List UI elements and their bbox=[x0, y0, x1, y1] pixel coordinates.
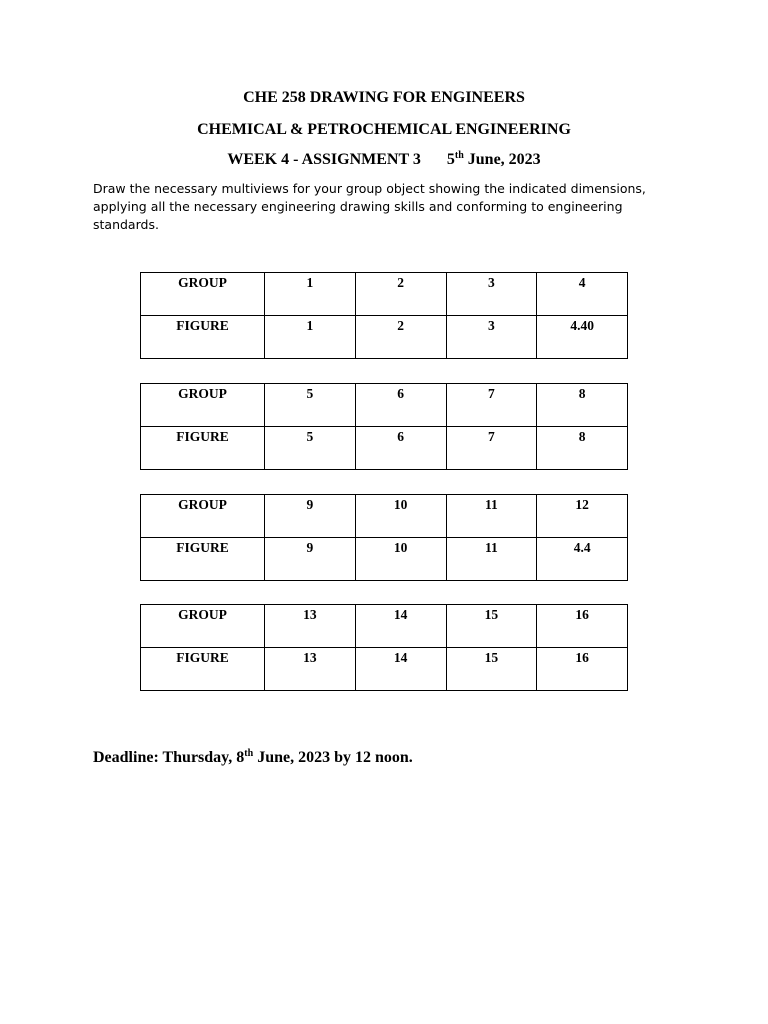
group-number: 1 bbox=[265, 273, 356, 316]
figure-row bbox=[141, 427, 628, 470]
assignment-label: WEEK 4 - ASSIGNMENT 3 bbox=[227, 151, 421, 168]
assignment-heading bbox=[0, 150, 768, 170]
course-title: CHE 258 DRAWING FOR ENGINEERS bbox=[243, 89, 525, 106]
department-title: CHEMICAL & PETROCHEMICAL ENGINEERING bbox=[197, 121, 571, 138]
group-label: GROUP bbox=[141, 273, 265, 316]
figure-row bbox=[141, 316, 628, 359]
group-figure-table bbox=[140, 494, 628, 581]
figure-row bbox=[141, 538, 628, 581]
group-label: GROUP bbox=[141, 605, 265, 648]
group-number: 8 bbox=[537, 384, 628, 427]
group-number: 11 bbox=[446, 495, 537, 538]
group-number: 15 bbox=[446, 605, 537, 648]
deadline-text: Deadline: Thursday, 8th June, 2023 by 12 noon. bbox=[93, 748, 413, 766]
figure-number: 2 bbox=[355, 316, 446, 359]
group-number: 9 bbox=[265, 495, 356, 538]
instructions-paragraph: Draw the necessary multiviews for your group object showing the indicated dimensions, applying all the necessary engineering drawing skills and conforming to engineering standards. bbox=[93, 181, 646, 232]
group-figure-table bbox=[140, 272, 628, 359]
figure-number: 10 bbox=[355, 538, 446, 581]
figure-number: 14 bbox=[355, 648, 446, 691]
group-label: GROUP bbox=[141, 384, 265, 427]
group-number: 2 bbox=[355, 273, 446, 316]
figure-number: 7 bbox=[446, 427, 537, 470]
figure-row bbox=[141, 648, 628, 691]
figure-number: 3 bbox=[446, 316, 537, 359]
group-number: 4 bbox=[537, 273, 628, 316]
group-number: 13 bbox=[265, 605, 356, 648]
figure-label: FIGURE bbox=[141, 427, 265, 470]
figure-number: 8 bbox=[537, 427, 628, 470]
group-figure-table bbox=[140, 383, 628, 470]
figure-number: 4.4 bbox=[537, 538, 628, 581]
figure-number: 5 bbox=[265, 427, 356, 470]
figure-label: FIGURE bbox=[141, 538, 265, 581]
group-row bbox=[141, 495, 628, 538]
figure-number: 1 bbox=[265, 316, 356, 359]
figure-label: FIGURE bbox=[141, 648, 265, 691]
group-number: 7 bbox=[446, 384, 537, 427]
figure-number: 13 bbox=[265, 648, 356, 691]
group-row bbox=[141, 273, 628, 316]
figure-number: 6 bbox=[355, 427, 446, 470]
figure-label: FIGURE bbox=[141, 316, 265, 359]
group-number: 5 bbox=[265, 384, 356, 427]
figure-number: 16 bbox=[537, 648, 628, 691]
figure-number: 4.40 bbox=[537, 316, 628, 359]
figure-number: 11 bbox=[446, 538, 537, 581]
group-row bbox=[141, 384, 628, 427]
assignment-date: 5th June, 2023 bbox=[446, 150, 541, 168]
group-number: 3 bbox=[446, 273, 537, 316]
group-number: 14 bbox=[355, 605, 446, 648]
figure-number: 15 bbox=[446, 648, 537, 691]
group-row bbox=[141, 605, 628, 648]
group-number: 12 bbox=[537, 495, 628, 538]
group-number: 16 bbox=[537, 605, 628, 648]
group-number: 6 bbox=[355, 384, 446, 427]
group-figure-table bbox=[140, 604, 628, 691]
group-label: GROUP bbox=[141, 495, 265, 538]
group-number: 10 bbox=[355, 495, 446, 538]
figure-number: 9 bbox=[265, 538, 356, 581]
